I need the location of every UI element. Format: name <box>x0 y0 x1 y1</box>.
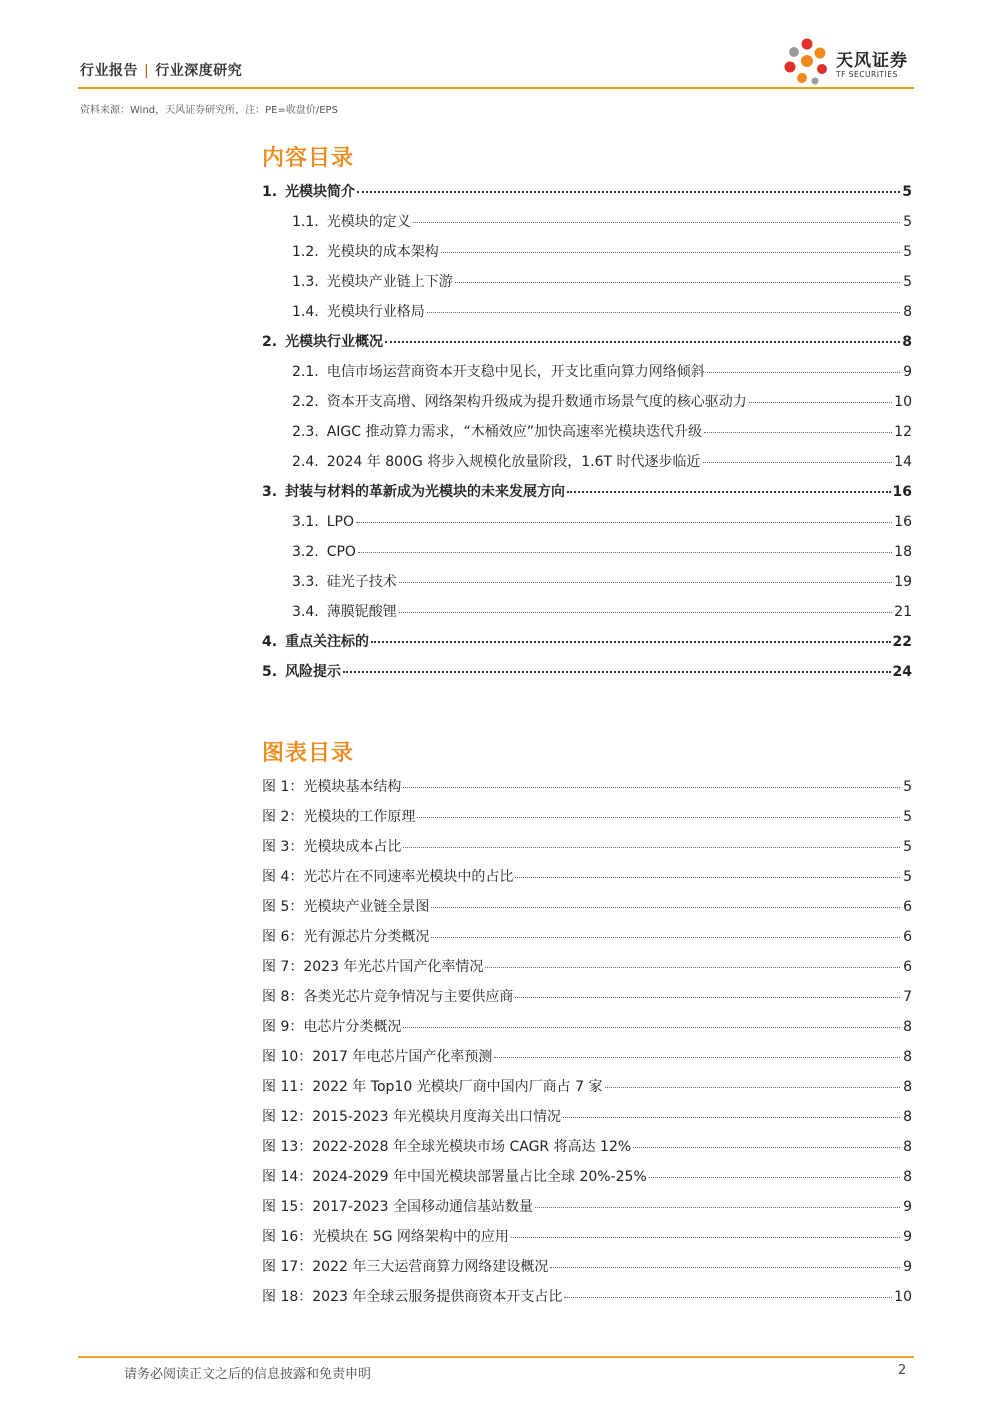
figure-entry[interactable] <box>262 802 912 832</box>
toc-page-number: 9 <box>903 364 912 380</box>
figure-entry[interactable] <box>262 1102 912 1132</box>
toc-entry-label <box>292 237 439 267</box>
figure-page-number: 8 <box>903 1169 912 1185</box>
toc-page-number: 8 <box>903 304 912 320</box>
report-subcategory: 行业深度研究 <box>155 63 243 79</box>
toc-entry[interactable] <box>262 327 912 357</box>
logo-chinese-name: 天风证券 <box>836 51 908 71</box>
toc-entry-label <box>292 267 453 297</box>
dot-leader <box>707 371 900 373</box>
toc-entry-text: AIGC 推动算力需求，“木桶效应”加快高速率光模块迭代升级 <box>326 424 703 440</box>
figure-entry-label: 图 6：光有源芯片分类概况 <box>262 929 430 945</box>
dot-leader <box>431 906 900 908</box>
figure-entry[interactable] <box>262 1042 912 1072</box>
figure-entry-label: 图 10：2017 年电芯片国产化率预测 <box>262 1049 493 1065</box>
dot-leader <box>343 670 890 673</box>
dot-leader <box>358 551 892 553</box>
figure-entry[interactable] <box>262 1072 912 1102</box>
toc-entry-text: 资本开支高增、网络架构升级成为提升数通市场景气度的核心驱动力 <box>326 394 747 410</box>
figure-page-number: 8 <box>903 1049 912 1065</box>
toc-entry-label <box>262 657 341 687</box>
figure-page-number: 5 <box>903 809 912 825</box>
toc-entry[interactable] <box>262 627 912 657</box>
header-separator: | <box>144 63 150 79</box>
toc-entry-label <box>292 417 702 447</box>
toc-entry[interactable] <box>262 237 912 267</box>
toc-entry-number: 5. <box>262 664 278 680</box>
toc-entry-number: 4. <box>262 634 278 650</box>
toc-page-number: 5 <box>903 244 912 260</box>
dot-leader <box>403 1026 900 1028</box>
dot-leader <box>511 1236 900 1238</box>
toc-page-number: 5 <box>903 274 912 290</box>
dot-leader <box>399 581 892 583</box>
dot-leader <box>515 996 900 998</box>
toc-page-number: 16 <box>894 514 912 530</box>
figure-entry[interactable] <box>262 922 912 952</box>
figures-title: 图表目录 <box>262 741 355 766</box>
figure-entry[interactable] <box>262 1192 912 1222</box>
toc-entry[interactable] <box>262 417 912 447</box>
dot-leader <box>535 1206 900 1208</box>
toc-entry-label <box>292 387 747 417</box>
toc-entry-text: 光模块行业概况 <box>285 334 384 350</box>
dot-leader <box>403 786 900 788</box>
figure-entry-label: 图 4：光芯片在不同速率光模块中的占比 <box>262 869 514 885</box>
toc-page-number: 5 <box>903 214 912 230</box>
figure-entry-label: 图 3：光模块成本占比 <box>262 839 402 855</box>
toc-entry-number: 1. <box>262 184 278 200</box>
dot-leader <box>385 340 900 343</box>
figure-page-number: 10 <box>894 1289 912 1305</box>
source-note: 资料来源：Wind，天风证券研究所，注：PE=收盘价/EPS <box>80 105 338 116</box>
toc-page-number: 12 <box>894 424 912 440</box>
figure-page-number: 8 <box>903 1139 912 1155</box>
toc-entry[interactable] <box>262 297 912 327</box>
report-category: 行业报告 <box>80 63 138 79</box>
toc-page-number: 18 <box>894 544 912 560</box>
dot-leader <box>417 816 900 818</box>
figure-entry-label: 图 12：2015-2023 年光模块月度海关出口情况 <box>262 1109 562 1125</box>
figure-entry-label: 图 18：2023 年全球云服务提供商资本开支占比 <box>262 1289 563 1305</box>
toc-entry-number: 3.2. <box>292 544 319 560</box>
figures-list <box>262 772 912 1312</box>
dot-leader <box>563 1116 900 1118</box>
figure-entry[interactable] <box>262 1282 912 1312</box>
dot-leader <box>494 1056 900 1058</box>
toc-entry-text: 光模块的成本架构 <box>326 244 439 260</box>
dot-leader <box>564 1296 892 1298</box>
figure-page-number: 5 <box>903 779 912 795</box>
dot-leader <box>403 846 900 848</box>
dot-leader <box>605 1086 901 1088</box>
figure-entry-label: 图 7：2023 年光芯片国产化率情况 <box>262 959 484 975</box>
toc-entry-number: 3.3. <box>292 574 319 590</box>
footer-divider <box>78 1356 914 1358</box>
toc-entry-text: 光模块行业格局 <box>326 304 425 320</box>
toc-page-number: 19 <box>894 574 912 590</box>
figure-entry[interactable] <box>262 1132 912 1162</box>
figure-page-number: 9 <box>903 1229 912 1245</box>
toc-page-number: 21 <box>894 604 912 620</box>
dot-leader <box>567 490 890 493</box>
figure-page-number: 8 <box>903 1109 912 1125</box>
toc-page-number: 14 <box>894 454 912 470</box>
figure-page-number: 5 <box>903 869 912 885</box>
dot-leader <box>485 966 900 968</box>
toc-entry[interactable] <box>262 507 912 537</box>
toc-page-number: 22 <box>892 634 912 650</box>
toc-entry-number: 3.4. <box>292 604 319 620</box>
footer-disclaimer: 请务必阅读正文之后的信息披露和免责申明 <box>124 1367 372 1382</box>
dot-leader <box>703 461 893 463</box>
contents-title: 内容目录 <box>262 146 355 171</box>
toc-entry[interactable] <box>262 207 912 237</box>
toc-entry-label <box>262 477 565 507</box>
figure-entry-label: 图 14：2024-2029 年中国光模块部署量占比全球 20%-25% <box>262 1169 647 1185</box>
figure-page-number: 8 <box>903 1019 912 1035</box>
figure-entry-label: 图 11：2022 年 Top10 光模块厂商中国内厂商占 7 家 <box>262 1079 603 1095</box>
logo-english-name: TF SECURITIES <box>836 70 898 79</box>
toc-entry[interactable] <box>262 267 912 297</box>
figure-entry[interactable] <box>262 862 912 892</box>
toc-entry-number: 1.4. <box>292 304 319 320</box>
toc-entry-text: 硅光子技术 <box>326 574 397 590</box>
toc-entry-number: 2.4. <box>292 454 319 470</box>
toc-entry-text: 薄膜铌酸锂 <box>326 604 397 620</box>
toc-entry-number: 1.1. <box>292 214 319 230</box>
toc-entry-text: 光模块简介 <box>285 184 356 200</box>
toc-entry[interactable] <box>262 447 912 477</box>
figure-entry[interactable] <box>262 952 912 982</box>
toc-entry-label <box>292 597 397 627</box>
toc-entry-text: 重点关注标的 <box>285 634 370 650</box>
toc-page-number: 10 <box>894 394 912 410</box>
figure-entry-label: 图 8：各类光芯片竞争情况与主要供应商 <box>262 989 514 1005</box>
dot-leader <box>633 1146 900 1148</box>
toc-entry-text: 光模块的定义 <box>326 214 411 230</box>
toc-page-number: 24 <box>892 664 912 680</box>
header-divider <box>78 87 914 89</box>
toc-entry-text: 风险提示 <box>285 664 342 680</box>
toc-entry-label <box>292 567 397 597</box>
figure-page-number: 7 <box>903 989 912 1005</box>
figure-entry[interactable] <box>262 1222 912 1252</box>
toc-entry-label <box>292 207 411 237</box>
figure-page-number: 6 <box>903 899 912 915</box>
toc-page-number: 16 <box>892 484 912 500</box>
dot-leader <box>427 311 900 313</box>
figure-page-number: 9 <box>903 1199 912 1215</box>
dot-leader <box>704 431 892 433</box>
toc-entry-text: 封装与材料的革新成为光模块的未来发展方向 <box>285 484 566 500</box>
company-logo <box>780 36 920 86</box>
flower-logo-icon <box>780 36 834 86</box>
figure-entry-label: 图 1：光模块基本结构 <box>262 779 402 795</box>
toc-entry-label <box>292 507 354 537</box>
toc-entry[interactable] <box>262 387 912 417</box>
report-header <box>80 60 242 80</box>
toc-entry-text: 2024 年 800G 将步入规模化放量阶段，1.6T 时代逐步临近 <box>326 454 701 470</box>
dot-leader <box>371 640 890 643</box>
dot-leader <box>749 401 892 403</box>
toc-entry-label <box>262 327 383 357</box>
dot-leader <box>399 611 892 613</box>
toc-entry-text: 光模块产业链上下游 <box>326 274 453 290</box>
dot-leader <box>649 1176 900 1178</box>
toc-entry[interactable] <box>262 357 912 387</box>
figure-page-number: 8 <box>903 1079 912 1095</box>
page-number: 2 <box>898 1363 907 1378</box>
figure-entry-label: 图 9：电芯片分类概况 <box>262 1019 402 1035</box>
toc-entry-number: 2.2. <box>292 394 319 410</box>
toc-entry[interactable] <box>262 477 912 507</box>
toc-entry-number: 2.3. <box>292 424 319 440</box>
figure-entry[interactable] <box>262 1012 912 1042</box>
figure-entry[interactable] <box>262 772 912 802</box>
figure-entry-label: 图 13：2022-2028 年全球光模块市场 CAGR 将高达 12% <box>262 1139 632 1155</box>
toc-entry-number: 3. <box>262 484 278 500</box>
dot-leader <box>550 1266 900 1268</box>
dot-leader <box>356 521 892 523</box>
toc-entry-label <box>292 357 705 387</box>
toc-entry-label <box>292 447 701 477</box>
toc-entry-text: 电信市场运营商资本开支稳中见长，开支比重向算力网络倾斜 <box>326 364 705 380</box>
dot-leader <box>431 936 900 938</box>
toc-entry-label <box>292 297 425 327</box>
toc-entry-label <box>292 537 356 567</box>
figure-entry-label: 图 16：光模块在 5G 网络架构中的应用 <box>262 1229 509 1245</box>
figure-entry-label: 图 5：光模块产业链全景图 <box>262 899 430 915</box>
figure-entry[interactable] <box>262 1162 912 1192</box>
figure-entry[interactable] <box>262 832 912 862</box>
toc-entry-number: 2.1. <box>292 364 319 380</box>
figure-entry-label: 图 15：2017-2023 全国移动通信基站数量 <box>262 1199 534 1215</box>
toc-entry-text: LPO <box>326 514 354 530</box>
toc-entry[interactable] <box>262 657 912 687</box>
toc-entry-number: 3.1. <box>292 514 319 530</box>
figure-entry[interactable] <box>262 892 912 922</box>
figure-entry[interactable] <box>262 982 912 1012</box>
toc-entry-label <box>262 177 355 207</box>
toc-entry[interactable] <box>262 537 912 567</box>
toc-entry[interactable] <box>262 597 912 627</box>
toc-entry-number: 1.2. <box>292 244 319 260</box>
contents-list <box>262 177 912 687</box>
dot-leader <box>515 876 900 878</box>
toc-entry[interactable] <box>262 177 912 207</box>
toc-entry[interactable] <box>262 567 912 597</box>
figure-page-number: 6 <box>903 959 912 975</box>
figure-entry[interactable] <box>262 1252 912 1282</box>
dot-leader <box>357 190 900 193</box>
figure-entry-label: 图 17：2022 年三大运营商算力网络建设概况 <box>262 1259 549 1275</box>
figure-entry-label: 图 2：光模块的工作原理 <box>262 809 416 825</box>
dot-leader <box>413 221 900 223</box>
figure-page-number: 5 <box>903 839 912 855</box>
dot-leader <box>441 251 900 253</box>
dot-leader <box>455 281 900 283</box>
figure-page-number: 6 <box>903 929 912 945</box>
toc-entry-number: 2. <box>262 334 278 350</box>
figure-page-number: 9 <box>903 1259 912 1275</box>
toc-entry-label <box>262 627 369 657</box>
toc-entry-text: CPO <box>326 544 356 560</box>
toc-entry-number: 1.3. <box>292 274 319 290</box>
toc-page-number: 5 <box>902 184 912 200</box>
toc-page-number: 8 <box>902 334 912 350</box>
